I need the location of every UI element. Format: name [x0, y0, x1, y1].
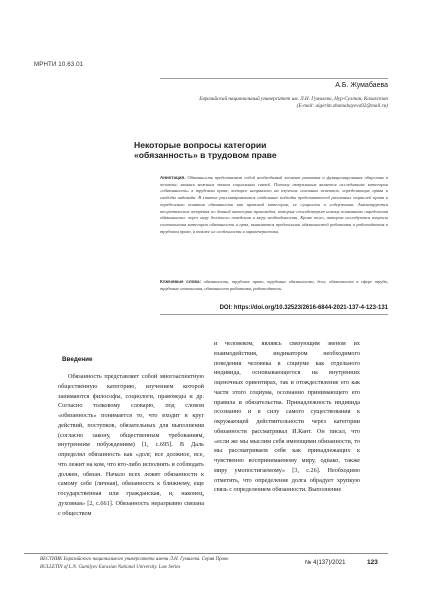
annotation-text: Обязанность представляет собой необходимый элемент развития и функционирования общества и человека, являясь важным звеном социальных связей. Потому актуальным является исследование категории «обязанность» в трудовом праве, которое направлено на изучение основных аспектов, определяющих права и свободы индивида. В статье рассматриваются отдельные подходы представителей различных отраслей права к определению понятия обязанности как правовой категории, ее сущности и содержания. Анализируются теоретические воззрения по данной категории правоведов, которые способствуют новому пониманию определения обязанности: через меру должного поведения и меру необходимости. Кроме того, автором исследуются вопросы соотношения категории обязанности и прав, выявляются предпосылки обязанностей работника и работодателя в трудовом праве, а также их особенности и характеристики.	[160, 175, 389, 234]
body-column-left: Обязанность представляет собой многоаспектную общественную категорию, изучением которой занимаются философы, социологи, правоведы и др. Согласно толковому словарю, под словом «обязанность» понимается то, что входит в круг действий, поступков, обязательных для выполнения (согласно закону, общественным требованиям, внутренним побуждениям) [1, с.695]. В Даль определял обязанность как «долг, все должное, все, что лежит на ком, что кто-либо исполнять и соблюдать должен, обязан. Начало всех лежит обязанности к самому себе (личная), обязанность к ближнему, еще государственная или гражданская, и, наконец, духовная» [2, с.661]. Обязанность неразрывно связана с обществом	[58, 373, 204, 517]
author-name: А.Б. Жумабаева	[335, 82, 388, 89]
affiliation-text: Евразийский национальный университет им. Л.Н. Гумилева, Нур-Султан, Казахстан	[199, 96, 388, 102]
footer-journal	[40, 556, 310, 572]
keywords-text: обязанность, трудовое право, трудовые обязанности, долг, обязанности в сфере труда, трудовые отношения, обязанности работника, работодатель.	[160, 279, 389, 291]
doi-link[interactable]: DOI: https://doi.org/10.32523/2616-6844-2021-137-4-123-131	[219, 305, 388, 311]
section-heading-introduction: Введение	[62, 356, 93, 363]
author-affiliation	[160, 96, 388, 111]
footer-issue: № 4(137)/2021	[305, 560, 346, 566]
keywords	[160, 279, 388, 292]
footer-divider	[24, 553, 388, 554]
doi-divider	[160, 314, 388, 315]
annotation	[160, 175, 388, 235]
annotation-label: Аннотация.	[160, 175, 186, 180]
author-email: (E-mail: aigerim.zhumabayeva92@mail.ru)	[296, 103, 388, 110]
footer-journal-en: BULLETIN of L.N. Gumilyov Eurasian National University. Law Series	[40, 565, 181, 570]
article-title: Некоторые вопросы категории «обязанность» в трудовом праве	[134, 140, 277, 160]
mrnti-code: МРНТИ 10.63.01	[34, 61, 84, 68]
keywords-label: Ключевые слова:	[160, 279, 202, 284]
footer-journal-ru: ВЕСТНИК Евразийского национального университета имени Л.Н. Гумилева. Серия Право	[40, 557, 229, 562]
body-column-right: и человеком, являясь связующим звеном их взаимодействия, индикатором необходимого поведения человека в социуме как отдельного индивида, основывающегося на внутренних оценочных ориентирах, так и отождествление его как части этого социума, осознанно принимающего его правила и обязательства. Принадлежность индивида осознанно и в силу самого существования к окружающей действительности через категории обязанности рассматривал И.Кант. Он писал, что «если же мы мыслим себя имеющими обязанности, то мы рассматриваем себя как принадлежащих к чувственно воспринимаемому миру, однако, также миру умопостигаемому» [3, с.26]. Необходимо отметить, что определение долга обрадует хрупкую связь с определением обязанности. Выполнение	[214, 340, 360, 494]
page-number: 123	[367, 559, 378, 566]
header-divider	[160, 78, 388, 79]
